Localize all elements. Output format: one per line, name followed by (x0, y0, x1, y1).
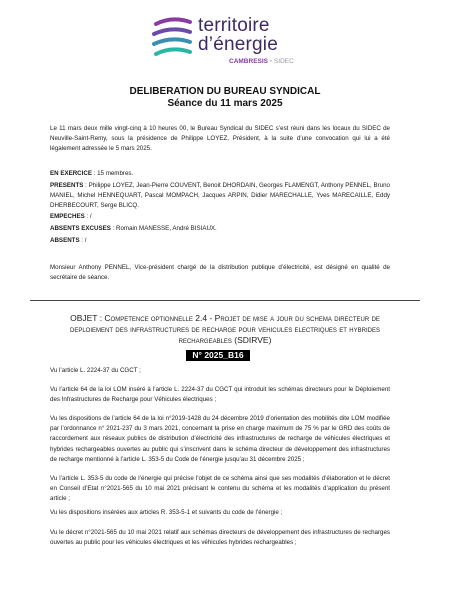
excuses-label: ABSENTS EXCUSES (50, 225, 111, 232)
empeches-label: EMPECHES (50, 213, 85, 220)
logo (150, 12, 310, 74)
document-title (0, 86, 450, 110)
logo-sub-org: SIDEC (273, 58, 294, 65)
exercice-line (50, 169, 390, 179)
title-line2: Séance du 11 mars 2025 (167, 98, 283, 109)
title-line1: DELIBERATION DU BUREAU SYNDICAL (129, 86, 321, 97)
absents-label: ABSENTS (50, 237, 80, 244)
presents-line (50, 181, 390, 212)
absents-value: : / (79, 237, 87, 244)
visa-paragraph: Vu l’article L. 353-5 du code de l’énergie qui précise l’objet de ce schéma ainsi que ses modalités d’élaboration et le décret en Conseil d’Etat n°2021-565 du 10 mai 2021 précisant le contenu du schéma et les modalités d’application du présent article ; (50, 475, 390, 503)
visa-paragraph: Vu l’article 64 de la loi LOM inséré à l’article L. 2224-37 du CGCT qui introduit les schémas directeurs pour le Déploiement des Infrastructures de Recharge pour Véhicules électriques ; (50, 386, 390, 404)
exercice-value: : 15 membres. (91, 170, 134, 177)
absents-line (50, 236, 390, 246)
visa-paragraph: Vu les dispositions insérées aux articles R. 353-5-1 et suivants du code de l’énergie ; (50, 509, 283, 516)
intro-paragraph: Le 11 mars deux mille vingt-cinq à 10 heures 00, le Bureau Syndical du SIDEC s’est réuni dans les locaux du SIDEC de Neuville-Saint-Remy, sous la présidence de Philippe LOYEZ, Président, à la suite d’une convocation qui lui a été légalement adressée le 5 mars 2025. (50, 125, 390, 153)
excuses-value: : Romain MANESSE, André BISIAUX. (110, 225, 217, 232)
excuses-line (50, 224, 390, 234)
separator-line (30, 300, 420, 301)
empeches-line (50, 212, 390, 222)
empeches-value: : / (84, 213, 92, 220)
logo-mark-icon (150, 14, 196, 66)
presents-label: PRESENTS (50, 182, 84, 189)
visa-paragraph: Vu le décret n°2021-565 du 10 mai 2021 relatif aux schémas directeurs de développement des infrastructures de recharges ouvertes au public pour les véhicules électriques et les véhicules hybrides rechargeables ; (50, 529, 390, 547)
logo-line1: territoire (198, 15, 270, 36)
deliberation-number: N° 2025_B16 (186, 350, 250, 361)
logo-subtitle (229, 58, 294, 65)
logo-wordmark (198, 16, 318, 54)
logo-sub-sep: • (269, 58, 273, 65)
logo-line2: d’énergie (198, 34, 278, 55)
visa-paragraph: Vu les dispositions de l’article 64 de la loi n°2019-1428 du 24 décembre 2019 d’orientation des mobilités dite LOM modifiée par l’ordonnance n° 2021-237 du 3 mars 2021, concernant la prise en charge maximum de 75 % par le GRD des coûts de raccordement aux réseaux publics de distribution d’électricité des infrastructures de recharge de véhicules électriques et hybrides rechargeables ouvertes au public qui s’inscrivent dans le schéma directeur de développement des infrastructures de recharge mentionné à l’article L. 353-5 du Code de l’énergie jusqu’au 31 décembre 2025 ; (50, 415, 390, 463)
visa-paragraph: Vu l’article L. 2224-37 du CGCT ; (50, 367, 141, 374)
presents-value: : Philippe LOYEZ, Jean-Pierre COUVENT, Benoit DHORDAIN, Georges FLAMENGT, Anthony PENNEL, Bruno MANIEL, Michel HENNEQUART, Pascal MOMPACH, Jacques ARPIN, Didier MARECHALLE, Yves MARECAILLE, Eddy DHERBECOURT, Serge BLICQ. (50, 182, 390, 210)
exercice-label: EN EXERCICE (50, 170, 92, 177)
secretaire-paragraph: Monsieur Anthony PENNEL, Vice-président chargé de la distribution publique d’électricité, est désigné en qualité de secrétaire de séance. (50, 264, 390, 282)
objet-heading: OBJET : Competence optionnelle 2.4 - Projet de mise a jour du schema directeur de deploiement des infrastructures de recharge pour vehicules electriques et hybrides rechargeables (SDIRVE) (70, 313, 380, 345)
logo-sub-main: CAMBRESIS (229, 58, 269, 65)
